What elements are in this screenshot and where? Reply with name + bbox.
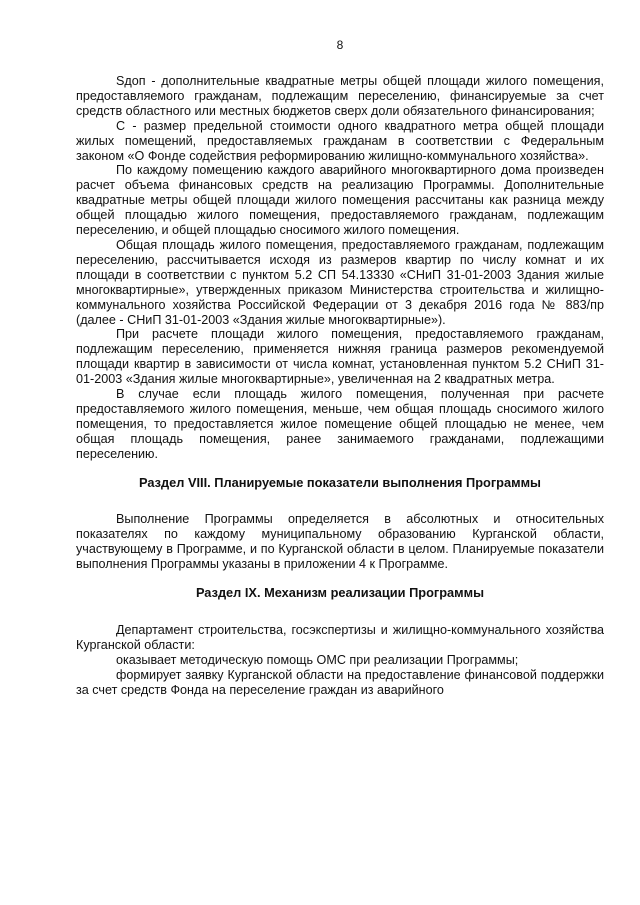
paragraph-financial-calculation: По каждому помещению каждого аварийного многоквартирного дома произведен расчет объема финансовых средств на реализацию Программы. Дополнительные квадратные метры общей площади жилого помещения рассчитаны как разница между общей площадью жилого помещения, предоставляемого гражданам, подлежащим переселению, и общей площадью сносимого жилого помещения. <box>76 163 604 238</box>
paragraph-c-definition: С - размер предельной стоимости одного квадратного метра общей площади жилых помещений, предоставляемых гражданам в соответствии с Федеральным законом «О Фонде содействия реформированию жилищно-коммунального хозяйства». <box>76 118 604 163</box>
paragraph-department: Департамент строительства, госэкспертизы и жилищно-коммунального хозяйства Курганской области: <box>76 623 604 652</box>
paragraph-area-comparison: В случае если площадь жилого помещения, полученная при расчете предоставляемого жилого помещения, меньше, чем общая площадь сносимого жилого помещения, то предоставляется жилое помещение общей площадью не менее, чем общая площадь помещения, ранее занимаемого гражданами, подлежащими переселению. <box>76 387 604 461</box>
paragraph-total-area: Общая площадь жилого помещения, предоставляемого гражданам, подлежащим переселению, рассчитывается исходя из размеров квартир по числу комнат и их площади в соответствии с пунктом 5.2 СП 54.13330 «СНиП 31-01-2003 Здания жилые многоквартирные», утвержденных приказом Министерства строительства и жилищно-коммунального хозяйства Российской Федерации от 3 декабря 2016 года № 883/пр (далее - СНиП 31-01-2003 «Здания жилые многоквартирные»). <box>76 237 604 327</box>
section-8-heading: Раздел VIII. Планируемые показатели выполнения Программы <box>139 474 541 490</box>
paragraph-area-calculation: При расчете площади жилого помещения, предоставляемого гражданам, подлежащим переселению, применяется нижняя граница размеров рекомендуемой площади квартир в зависимости от числа комнат, установленная пунктом 5.2 СНиП 31-01-2003 «Здания жилые многоквартирные», увеличенная на 2 квадратных метра. <box>76 327 604 387</box>
paragraph-program-indicators: Выполнение Программы определяется в абсолютных и относительных показателях по каждому муниципальному образованию Курганской области, участвующему в Программе, и по Курганской области в целом. Планируемые показатели выполнения Программы указаны в приложении 4 к Программе. <box>76 512 604 572</box>
paragraph-methodical-help: оказывает методическую помощь ОМС при реализации Программы; <box>116 652 519 667</box>
section-9-heading: Раздел IX. Механизм реализации Программы <box>195 585 485 601</box>
paragraph-s-dop-definition: Sдоп - дополнительные квадратные метры общей площади жилого помещения, предоставляемого гражданам, подлежащим переселению, финансируемые за счет средств областного или местных бюджетов сверх доли обязательного финансирования; <box>76 74 604 118</box>
page-number: 8 <box>336 38 344 52</box>
paragraph-application: формирует заявку Курганской области на предоставление финансовой поддержки за счет средств Фонда на переселение граждан из аварийного <box>76 667 604 697</box>
document-body <box>76 74 604 698</box>
